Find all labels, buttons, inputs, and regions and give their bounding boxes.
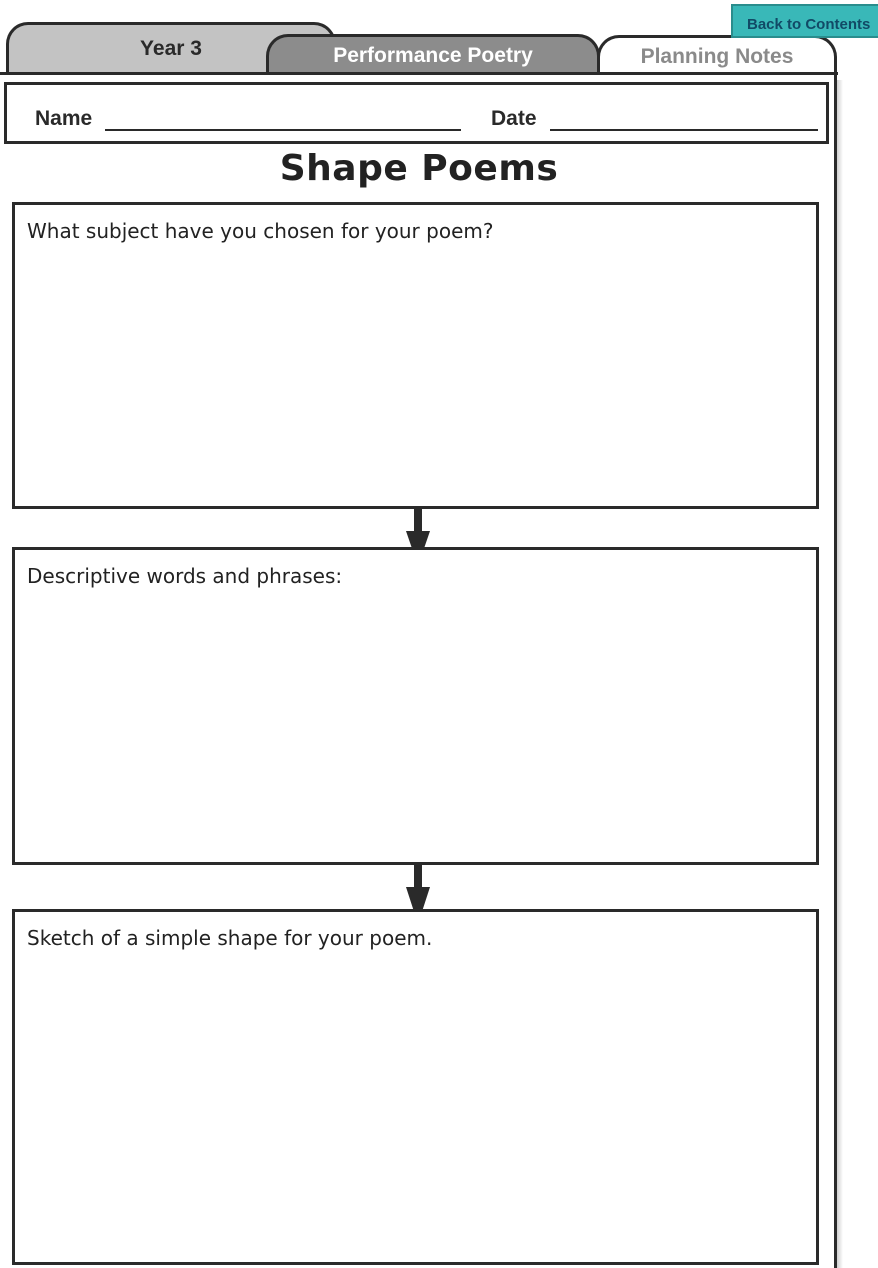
sheet-top-border [0,72,838,75]
tab-planning-notes[interactable] [597,35,837,75]
shape-sketch-prompt: Sketch of a simple shape for your poem. [27,926,433,950]
sheet-shadow [837,80,843,1268]
tab-performance-poetry-label: Performance Poetry [333,44,533,67]
name-label: Name [35,107,93,130]
name-date-box [4,82,829,144]
shape-sketch-box [12,909,819,1265]
date-field[interactable] [550,129,818,131]
tab-year-3-label: Year 3 [140,37,202,60]
page-title: Shape Poems [279,148,559,189]
tab-planning-notes-label: Planning Notes [640,45,794,68]
date-label: Date [491,107,537,130]
back-to-contents-button[interactable]: Back to Contents [731,4,878,38]
name-field[interactable] [105,129,461,131]
shape-sketch-input[interactable] [23,962,808,1254]
subject-input[interactable] [23,255,808,498]
subject-prompt: What subject have you chosen for your poem? [27,219,494,243]
tab-performance-poetry[interactable] [266,34,600,74]
descriptive-words-box [12,547,819,865]
subject-box [12,202,819,509]
descriptive-words-prompt: Descriptive words and phrases: [27,564,343,588]
descriptive-words-input[interactable] [23,600,808,854]
